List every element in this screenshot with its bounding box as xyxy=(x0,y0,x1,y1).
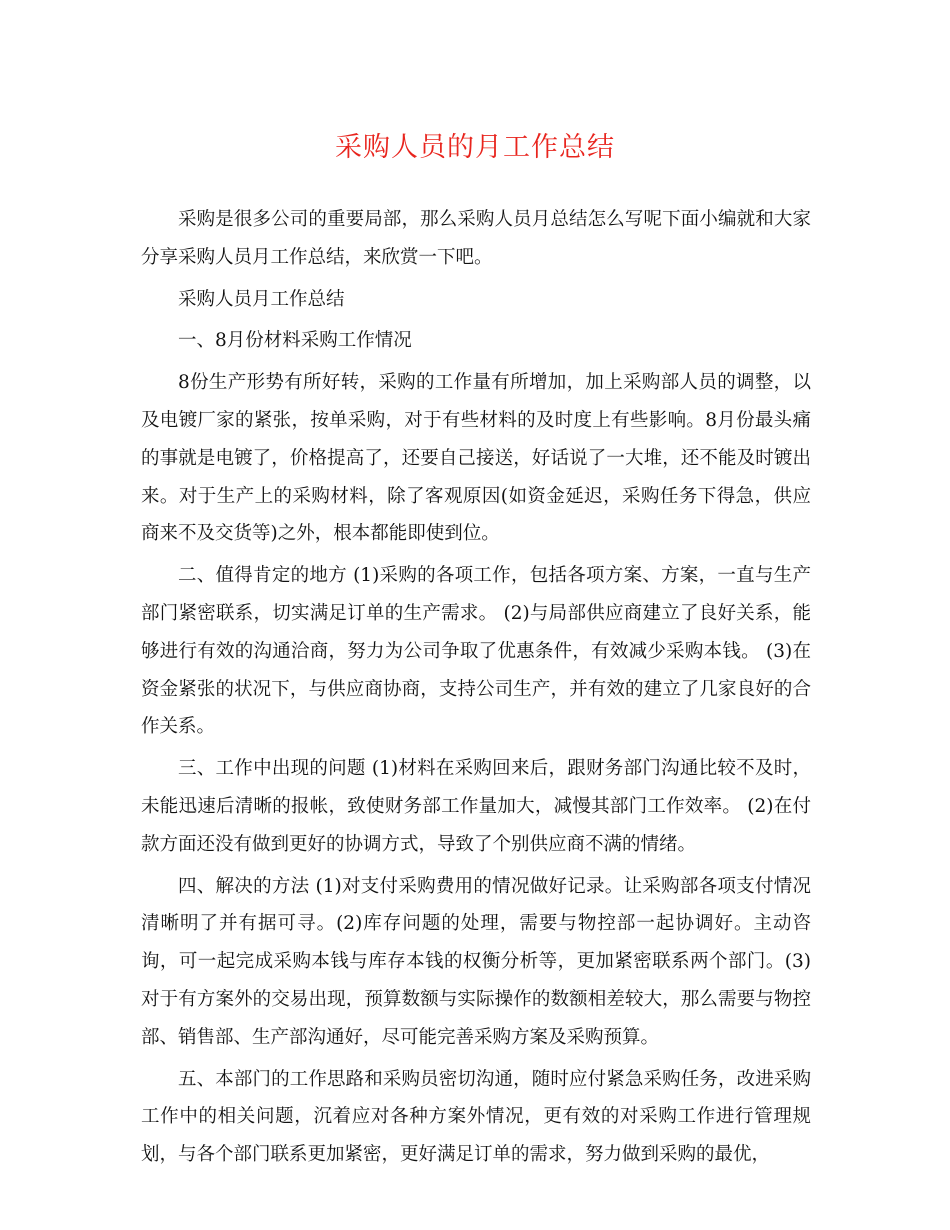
paragraph-section-3: 三、工作中出现的问题 (1)材料在采购回来后，跟财务部门沟通比较不及时，未能迅速后清晰的报帐，致使财务部工作量加大，减慢其部门工作效率。 (2)在付款方面还没有做到更好的协调方式，导致了个别供应商不满的情绪。 xyxy=(141,758,811,855)
paragraph-intro: 采购是很多公司的重要局部，那么采购人员月总结怎么写呢下面小编就和大家分享采购人员月工作总结，来欣赏一下吧。 xyxy=(141,209,811,268)
document-body xyxy=(141,201,811,1178)
paragraph-section-1: 8份生产形势有所好转，采购的工作量有所增加，加上采购部人员的调整，以及电镀厂家的紧张，按单采购，对于有些材料的及时度上有些影响。8月份最头痛的事就是电镀了，价格提高了，还要自己接送，好话说了一大堆，还不能及时镀出来。对于生产上的采购材料，除了客观原因(如资金延迟，采购任务下得急，供应商来不及交货等)之外，根本都能即使到位。 xyxy=(141,372,811,545)
paragraph-section-4: 四、解决的方法 (1)对支付采购费用的情况做好记录。让采购部各项支付情况清晰明了并有据可寻。(2)库存问题的处理，需要与物控部一起协调好。主动咨询，可一起完成采购本钱与库存本钱的权衡分析等，更加紧密联系两个部门。(3)对于有方案外的交易出现，预算数额与实际操作的数额相差较大，那么需要与物控部、销售部、生产部沟通好，尽可能完善采购方案及采购预算。 xyxy=(141,875,811,1048)
paragraph-subtitle: 采购人员月工作总结 xyxy=(178,288,345,310)
document-title: 采购人员的月工作总结 xyxy=(335,132,615,163)
section-heading-1: 一、8月份材料采购工作情况 xyxy=(178,330,412,352)
paragraph-section-5: 五、本部门的工作思路和采购员密切沟通，随时应付紧急采购任务，改进采购工作中的相关问题，沉着应对各种方案外情况，更有效的对采购工作进行管理规划，与各个部门联系更加紧密，更好满足订单的需求，努力做到采购的最优， xyxy=(141,1068,811,1166)
paragraph-section-2: 二、值得肯定的地方 (1)采购的各项工作，包括各项方案、方案，一直与生产部门紧密联系，切实满足订单的生产需求。 (2)与局部供应商建立了良好关系，能够进行有效的沟通洽商，努力为公司争取了优惠条件，有效减少采购本钱。 (3)在资金紧张的状况下，与供应商协商，支持公司生产，并有效的建立了几家良好的合作关系。 xyxy=(141,565,811,738)
